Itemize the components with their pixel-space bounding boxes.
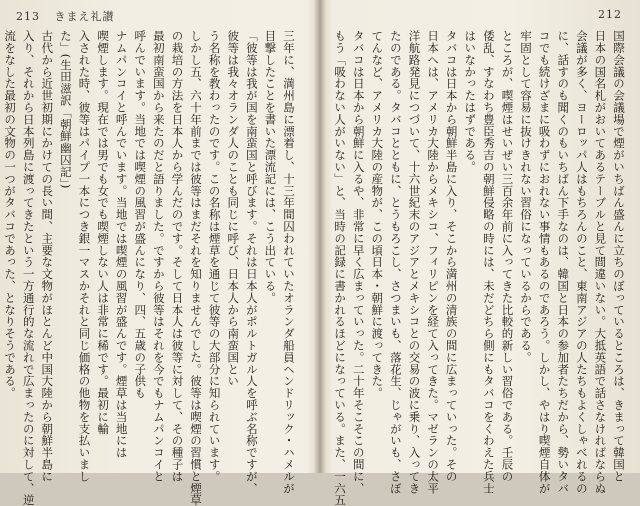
right-page-header <box>598 8 622 21</box>
text-line: 喫煙します。現在では男でも女でも喫煙しない人は非常に稀です。最初に輸 <box>96 30 111 435</box>
text-line: はいなかったはずである。 <box>463 30 478 173</box>
text-line: 日本へは、アメリカ大陸からメキシコ、フィリピンを経て入ってきた。マゼランの太平 <box>426 30 441 495</box>
right-page-number: 212 <box>598 8 622 21</box>
text-line: ナムパンコイと呼んでいます。当地では喫煙の風習が盛んです。煙草は当地には <box>114 30 129 459</box>
text-line: 古代から近世初期にかけての長い間、主要な文物がほとんど中国大陸から朝鮮半島に <box>40 30 55 483</box>
text-line: もう「吸わない人がいない」と、当時の記録に書かれるほどになっている。また、一六五 <box>333 30 348 506</box>
text-line: 入された時、彼等はパイプ一本につき銀一マスかそれと同じ価格の他物を支払いまし <box>77 30 92 483</box>
text-line: タバコは日本から朝鮮半島に入り、そこから満州の清族の間に広まっていった。その <box>444 30 459 483</box>
text-line: 目撃したことを書いた漂流記には、こう出ている。 <box>263 30 278 304</box>
text-line: 洋航路発見につづいて、十六世紀末のアジアとメキシコとの交易の波に乗り、入ってき <box>407 30 422 495</box>
text-line <box>0 30 1 465</box>
right-page <box>322 0 640 506</box>
text-line: しかし五、六十年前までは彼等はまだそれを知りませんでした。彼等は喫煙の習慣と煙草 <box>189 30 204 506</box>
text-line: 三年に、満州島に漂着し、十三年間囚われていたオランダ船員ヘンドリック・ハメルが <box>282 30 296 495</box>
text-line: ところが、喫煙はせいぜい三百余年前に入ってきた比較的新しい習俗である。壬辰の <box>500 30 515 483</box>
text-line: 「彼等は我が国を南蛮国と呼びます。それは日本人がポルトガル人を呼ぶ名称ですが、 <box>244 30 259 495</box>
text-line: タバコは日本から朝鮮に入るや、非常に早く広まっていった。二十年そこそこの間に、 <box>351 30 366 495</box>
text-line: 国際会議の会議場で煙がいちばん盛んに立ちのぼっているところは、きまって韓国と <box>612 30 626 483</box>
text-line: てんなど、アメリカ大陸の産物が、この頃日本・朝鮮に渡ってきた。 <box>370 30 385 399</box>
left-page <box>0 0 318 506</box>
text-line: 入り、それから日本列島に渡ってきたという一方通行的な流れで広まったのに対して、逆 <box>21 30 36 506</box>
text-line: 流をなした最初の文物の一つがタバコであった、となりそうである。 <box>3 30 18 399</box>
text-line: 日本の国名札がおいてあるテーブルと見て間違いない。大抵英語で話さなければならぬ <box>593 30 608 495</box>
text-line: 会議が多く、ヨーロッパ人はもちろんのこと、東南アジアの人たちもよくしゃべれるの <box>574 30 589 495</box>
text-line: た」(生田滋訳「朝鮮幽囚記」) <box>58 30 73 189</box>
left-page-header <box>16 8 115 24</box>
text-line: たのである。タバコとともに、とうもろこし、さつまいも、落花生、じゃがいも、さぼ <box>388 30 403 495</box>
text-line: う名称を教わったのです。この名称は煙草を通じて彼等の大部分に知られています。 <box>207 30 222 483</box>
text-line: の栽培の方法を日本人から学んだのです。そして日本人は彼等に対して、その種子は <box>170 30 185 483</box>
right-page-body <box>332 30 628 506</box>
text-line: 牢固として容易に抜けきれない習俗になっているからである。 <box>519 30 534 364</box>
running-head: きまえ礼讃 <box>54 10 115 23</box>
text-line: 呼んでいます。当地では喫煙の風習が盛んになり、四、五歳の子供も <box>133 30 148 399</box>
left-page-body <box>3 30 298 506</box>
text-line: コでも続けざまに吸わずにおれない事情もあるのであろう。しかし、やはり喫煙自体が <box>537 30 552 495</box>
text-line: 倭乱、すなわち豊臣秀吉の朝鮮侵略の時には、未だどちら側にもタバコをくわえた兵士 <box>481 30 496 495</box>
text-line: 彼等は我々オランダ人のことも同じに呼び、日本人から南蛮国とい <box>226 30 241 387</box>
text-line: に、話すのも聞くのもいちばん下手なのは、韓国と日本の参加者たちだから、勢いタバ <box>556 30 571 495</box>
left-page-number: 213 <box>16 10 40 23</box>
text-line: 最初南蛮国から来たのだと語りました。ですから彼等はそれを今でもナムパンコイと <box>151 30 166 483</box>
